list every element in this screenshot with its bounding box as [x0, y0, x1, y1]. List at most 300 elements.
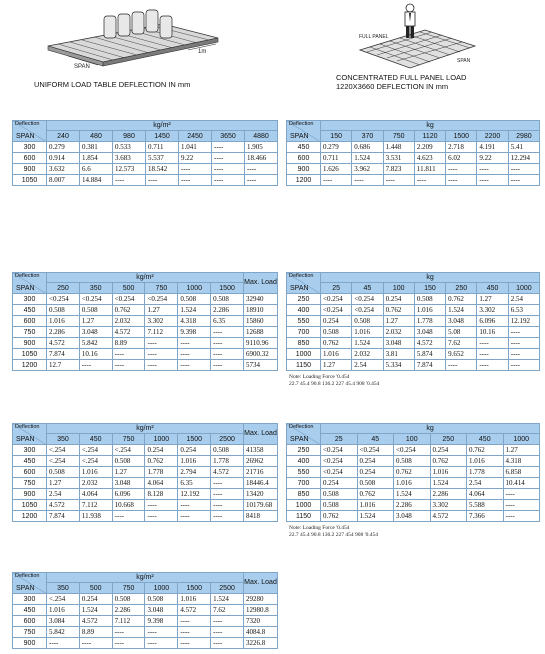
deflection-cell: 1.524: [178, 305, 211, 316]
deflection-cell: 3.048: [383, 338, 414, 349]
deflection-cell: 7.874: [414, 360, 445, 371]
span-cell: 300: [13, 594, 47, 605]
load-column-header: 350: [79, 283, 112, 294]
deflection-cell: ----: [112, 349, 145, 360]
deflection-cell: 2.54: [467, 478, 504, 489]
table-row: [287, 305, 540, 316]
load-column-header: 150: [414, 283, 445, 294]
span-label: SPAN: [290, 285, 309, 292]
load-column-header: 350: [47, 583, 80, 594]
span-cell: 1000: [287, 500, 321, 511]
load-column-header: 250: [430, 434, 467, 445]
deflection-cell: 2.032: [352, 349, 383, 360]
deflection-cell: 6.096: [477, 316, 508, 327]
deflection-cell: 0.686: [352, 142, 383, 153]
deflection-cell: 12.573: [113, 164, 146, 175]
deflection-cell: 0.508: [394, 456, 431, 467]
deflection-cell: 0.254: [357, 456, 394, 467]
span-cell: 1050: [13, 500, 47, 511]
deflection-cell: 1.27: [503, 445, 540, 456]
load-column-header: 100: [394, 434, 431, 445]
deflection-cell: 7.874: [47, 349, 80, 360]
deflection-cell: 5.537: [146, 153, 179, 164]
table-row: [287, 175, 540, 186]
load-header-row: [13, 283, 278, 294]
deflection-cell: ----: [211, 338, 244, 349]
deflection-cell: ----: [212, 175, 245, 186]
deflection-cell: 0.508: [47, 467, 80, 478]
deflection-cell: 0.762: [430, 456, 467, 467]
deflection-cell: ----: [508, 327, 539, 338]
deflection-cell: ----: [113, 175, 146, 186]
deflection-cell: 5.334: [383, 360, 414, 371]
deflection-cell: 0.508: [211, 294, 244, 305]
deflection-cell: 2.54: [47, 489, 80, 500]
table-row: [13, 456, 278, 467]
max-load-cell: 7320: [244, 616, 278, 627]
deflection-cell: 1.016: [430, 467, 467, 478]
span-cell: 900: [13, 338, 47, 349]
load-column-header: 1000: [145, 583, 178, 594]
full-panel-label: FULL PANEL: [359, 34, 389, 40]
span-cell: 450: [13, 305, 47, 316]
deflection-cell: <0.254: [79, 294, 112, 305]
deflection-cell: ----: [145, 638, 178, 649]
max-load-cell: 21716: [244, 467, 278, 478]
deflection-label: Deflection: [15, 424, 40, 430]
deflection-cell: 1.016: [321, 349, 352, 360]
deflection-cell: ----: [178, 627, 211, 638]
deflection-cell: ----: [446, 164, 477, 175]
uniform-load-illustration: [38, 6, 228, 72]
deflection-cell: 6.096: [112, 489, 145, 500]
table-row: [13, 349, 278, 360]
deflection-cell: 4.572: [211, 467, 244, 478]
deflection-cell: 3.302: [430, 500, 467, 511]
deflection-cell: 7.62: [211, 605, 244, 616]
table-row: [13, 316, 278, 327]
span-cell: 750: [13, 327, 47, 338]
table-row: [287, 478, 540, 489]
deflection-cell: 8.89: [112, 338, 145, 349]
deflection-cell: 2.286: [211, 305, 244, 316]
deflection-cell: 3.048: [446, 316, 477, 327]
table-row: [287, 164, 540, 175]
deflection-cell: 1.016: [178, 456, 211, 467]
unit-row: [13, 573, 278, 583]
deflection-cell: 3.302: [477, 305, 508, 316]
table-row: [287, 153, 540, 164]
unit-row: [13, 424, 278, 434]
span-cell: 1200: [287, 175, 321, 186]
deflection-cell: 1.524: [352, 338, 383, 349]
deflection-cell: ----: [211, 327, 244, 338]
deflection-cell: 1.27: [477, 294, 508, 305]
deflection-cell: <.254: [47, 594, 80, 605]
deflection-cell: 6.53: [508, 305, 539, 316]
deflection-cell: 0.762: [112, 305, 145, 316]
load-column-header: 2450: [179, 131, 212, 142]
concentrated-caption-line2: 1220X3660 DEFLECTION IN mm: [336, 82, 449, 91]
span-cell: 250: [287, 445, 321, 456]
max-load-cell: 18446.4: [244, 478, 278, 489]
deflection-cell: 1.27: [79, 316, 112, 327]
unit-label: kg/m²: [47, 573, 244, 583]
table-row: [287, 456, 540, 467]
span-cell: 600: [13, 153, 47, 164]
load-column-header: 1000: [145, 434, 178, 445]
concentrated-span-label: SPAN: [457, 58, 471, 64]
table-row: [13, 616, 278, 627]
deflection-cell: 0.762: [467, 445, 504, 456]
deflection-cell: 4.191: [477, 142, 508, 153]
max-load-cell: 12980.8: [244, 605, 278, 616]
corner-header: [13, 273, 47, 294]
table-row: [13, 638, 278, 649]
deflection-cell: 5.874: [414, 349, 445, 360]
deflection-cell: ----: [477, 360, 508, 371]
deflection-cell: 3.084: [47, 616, 80, 627]
deflection-cell: 0.254: [321, 316, 352, 327]
deflection-cell: 6.35: [211, 316, 244, 327]
load-column-header: 370: [352, 131, 383, 142]
deflection-cell: <0.254: [321, 456, 358, 467]
deflection-cell: 0.254: [178, 445, 211, 456]
deflection-cell: 2.718: [446, 142, 477, 153]
load-header-row: [13, 583, 278, 594]
span-cell: 850: [287, 489, 321, 500]
table-row: [13, 305, 278, 316]
deflection-cell: 9.22: [179, 153, 212, 164]
span-cell: 600: [13, 616, 47, 627]
deflection-cell: 0.508: [112, 594, 145, 605]
deflection-cell: ----: [146, 175, 179, 186]
load-column-header: 1500: [178, 583, 211, 594]
load-column-header: 500: [79, 583, 112, 594]
deflection-cell: <0.254: [321, 305, 352, 316]
load-column-header: 450: [79, 434, 112, 445]
note-line-1: Note: Loading Force '0.454: [289, 374, 350, 380]
deflection-cell: <0.254: [394, 445, 431, 456]
deflection-cell: ----: [212, 164, 245, 175]
table-row: [287, 360, 540, 371]
deflection-cell: ----: [352, 175, 383, 186]
span-cell: 1150: [287, 511, 321, 522]
deflection-cell: <.254: [47, 456, 80, 467]
deflection-cell: ----: [211, 511, 244, 522]
deflection-cell: 4.572: [79, 616, 112, 627]
deflection-cell: ----: [245, 164, 278, 175]
load-column-header: 4880: [245, 131, 278, 142]
table-row: [13, 500, 278, 511]
deflection-cell: 2.54: [508, 294, 539, 305]
table-row: [13, 175, 278, 186]
table-row: [13, 294, 278, 305]
deflection-cell: 2.286: [112, 605, 145, 616]
deflection-cell: 9.398: [178, 327, 211, 338]
deflection-cell: 1.524: [79, 605, 112, 616]
load-header-row: [13, 131, 278, 142]
deflection-cell: ----: [508, 338, 539, 349]
deflection-cell: 5.08: [446, 327, 477, 338]
table-row: [287, 511, 540, 522]
deflection-cell: ----: [211, 500, 244, 511]
deflection-cell: 18.542: [146, 164, 179, 175]
span-cell: 900: [13, 164, 47, 175]
load-header-row: [287, 283, 540, 294]
max-load-cell: 26962: [244, 456, 278, 467]
deflection-label: Deflection: [15, 573, 40, 579]
deflection-cell: <.254: [79, 445, 112, 456]
span-label: SPAN: [16, 436, 35, 443]
deflection-cell: 6.35: [178, 478, 211, 489]
deflection-cell: 8.007: [47, 175, 80, 186]
deflection-cell: ----: [477, 349, 508, 360]
deflection-cell: 6.6: [80, 164, 113, 175]
table-row: [13, 327, 278, 338]
deflection-cell: ----: [145, 349, 178, 360]
deflection-cell: ----: [178, 500, 211, 511]
deflection-cell: 1.854: [80, 153, 113, 164]
deflection-cell: 7.112: [112, 616, 145, 627]
max-load-cell: 29280: [244, 594, 278, 605]
table-uniform-middle-2: [12, 423, 278, 522]
deflection-cell: 9.22: [477, 153, 508, 164]
note-concentrated-middle-1: [289, 374, 379, 388]
deflection-cell: ----: [112, 638, 145, 649]
deflection-cell: 12.294: [508, 153, 539, 164]
deflection-cell: ----: [112, 360, 145, 371]
deflection-cell: ----: [145, 500, 178, 511]
deflection-cell: 1.27: [112, 467, 145, 478]
load-column-header: 350: [47, 434, 80, 445]
uniform-dim-label: 1m: [198, 49, 207, 55]
deflection-cell: 1.016: [47, 316, 80, 327]
deflection-cell: ----: [178, 338, 211, 349]
load-column-header: 1500: [211, 283, 244, 294]
deflection-cell: ----: [414, 175, 445, 186]
deflection-cell: 0.508: [145, 594, 178, 605]
unit-row: [13, 273, 278, 283]
deflection-cell: 3.683: [113, 153, 146, 164]
deflection-cell: 1.778: [467, 467, 504, 478]
deflection-cell: 0.762: [383, 305, 414, 316]
table-row: [287, 338, 540, 349]
table-row: [13, 153, 278, 164]
deflection-cell: 4.572: [112, 327, 145, 338]
load-column-header: 3650: [212, 131, 245, 142]
span-cell: 600: [13, 316, 47, 327]
uniform-span-label: SPAN: [74, 64, 90, 70]
deflection-cell: 0.508: [211, 445, 244, 456]
max-load-cell: 6900.32: [244, 349, 278, 360]
deflection-cell: 4.623: [414, 153, 445, 164]
deflection-cell: 7.112: [79, 500, 112, 511]
span-cell: 900: [287, 164, 321, 175]
note-line-2: 22.7 45.4 90.8 136.2 227 454 908 '0.454: [289, 532, 378, 538]
deflection-cell: ----: [179, 164, 212, 175]
deflection-cell: <0.254: [321, 445, 358, 456]
deflection-cell: 9.652: [446, 349, 477, 360]
table-row: [13, 467, 278, 478]
corner-header: [287, 121, 321, 142]
span-cell: 250: [287, 294, 321, 305]
deflection-cell: 1.778: [211, 456, 244, 467]
concentrated-caption: [336, 73, 466, 91]
deflection-cell: <0.254: [321, 294, 352, 305]
deflection-cell: 0.254: [357, 467, 394, 478]
span-cell: 550: [287, 316, 321, 327]
corner-header: [13, 573, 47, 594]
deflection-cell: 0.508: [321, 500, 358, 511]
deflection-cell: <.254: [47, 445, 80, 456]
span-label: SPAN: [16, 285, 35, 292]
deflection-cell: 0.762: [145, 456, 178, 467]
load-header-row: [287, 131, 540, 142]
deflection-cell: 3.048: [112, 478, 145, 489]
deflection-cell: <.254: [79, 456, 112, 467]
span-cell: 700: [287, 327, 321, 338]
deflection-cell: 1.27: [321, 360, 352, 371]
deflection-cell: 1.905: [245, 142, 278, 153]
deflection-cell: ----: [508, 360, 539, 371]
load-column-header: 480: [80, 131, 113, 142]
load-column-header: 750: [112, 434, 145, 445]
span-cell: 1150: [287, 360, 321, 371]
table-row: [13, 489, 278, 500]
span-cell: 550: [287, 467, 321, 478]
max-load-header: Max. Load: [244, 273, 278, 294]
deflection-cell: ----: [383, 175, 414, 186]
deflection-cell: 1.27: [383, 316, 414, 327]
load-column-header: 750: [112, 583, 145, 594]
deflection-cell: ----: [47, 638, 80, 649]
deflection-cell: ----: [446, 175, 477, 186]
max-load-header: Max. Load: [244, 424, 278, 445]
load-column-header: 1500: [178, 434, 211, 445]
deflection-cell: 0.508: [352, 316, 383, 327]
load-column-header: 240: [47, 131, 80, 142]
unit-label: kg/m²: [47, 121, 278, 131]
load-column-header: 25: [321, 283, 352, 294]
note-concentrated-middle-2: [289, 525, 378, 539]
deflection-cell: 2.54: [352, 360, 383, 371]
span-cell: 450: [287, 142, 321, 153]
load-column-header: 450: [477, 283, 508, 294]
deflection-cell: 0.508: [112, 456, 145, 467]
table-concentrated-middle-2: [286, 423, 540, 522]
load-header-row: [13, 434, 278, 445]
deflection-cell: 1.27: [145, 305, 178, 316]
deflection-cell: 18.466: [245, 153, 278, 164]
span-cell: 850: [287, 338, 321, 349]
deflection-cell: 1.448: [383, 142, 414, 153]
table-row: [287, 349, 540, 360]
max-load-cell: 15860: [244, 316, 278, 327]
corner-header: [13, 121, 47, 142]
deflection-cell: 0.762: [446, 294, 477, 305]
deflection-cell: 0.508: [79, 305, 112, 316]
span-cell: 1050: [13, 175, 47, 186]
deflection-cell: ----: [79, 638, 112, 649]
deflection-cell: 7.874: [47, 511, 80, 522]
deflection-cell: ----: [145, 360, 178, 371]
table-row: [13, 164, 278, 175]
deflection-cell: 0.254: [79, 594, 112, 605]
load-column-header: 2500: [211, 583, 244, 594]
table-row: [13, 142, 278, 153]
deflection-cell: 10.16: [477, 327, 508, 338]
table-uniform-bottom: [12, 572, 278, 649]
span-label: SPAN: [290, 436, 309, 443]
unit-row: [287, 121, 540, 131]
load-column-header: 750: [383, 131, 414, 142]
deflection-cell: <0.254: [352, 294, 383, 305]
load-column-header: 2200: [477, 131, 508, 142]
deflection-cell: 7.62: [446, 338, 477, 349]
unit-label: kg: [321, 273, 540, 283]
span-cell: 600: [13, 467, 47, 478]
deflection-cell: 4.572: [178, 605, 211, 616]
deflection-cell: 0.254: [145, 445, 178, 456]
span-cell: 450: [13, 605, 47, 616]
deflection-cell: 3.81: [383, 349, 414, 360]
span-label: SPAN: [16, 585, 35, 592]
deflection-cell: ----: [211, 627, 244, 638]
deflection-cell: 0.508: [47, 305, 80, 316]
load-column-header: 250: [47, 283, 80, 294]
deflection-cell: 10.16: [79, 349, 112, 360]
deflection-cell: 11.938: [79, 511, 112, 522]
table-row: [287, 316, 540, 327]
deflection-cell: 5.41: [508, 142, 539, 153]
deflection-cell: ----: [477, 175, 508, 186]
deflection-cell: 0.508: [321, 327, 352, 338]
deflection-cell: ----: [79, 360, 112, 371]
deflection-cell: ----: [211, 360, 244, 371]
span-cell: 400: [287, 305, 321, 316]
deflection-cell: 4.064: [467, 489, 504, 500]
deflection-cell: 1.016: [47, 605, 80, 616]
table-row: [287, 445, 540, 456]
deflection-cell: 7.823: [383, 164, 414, 175]
span-cell: 1200: [13, 360, 47, 371]
deflection-cell: 7.112: [145, 327, 178, 338]
deflection-cell: 0.711: [146, 142, 179, 153]
deflection-cell: ----: [178, 638, 211, 649]
span-cell: 1000: [287, 349, 321, 360]
unit-row: [287, 424, 540, 434]
max-load-cell: 9110.96: [244, 338, 278, 349]
max-load-header: Max. Load: [244, 573, 278, 594]
deflection-cell: 0.711: [321, 153, 352, 164]
corner-header: [287, 273, 321, 294]
table-row: [287, 294, 540, 305]
deflection-cell: 4.064: [79, 489, 112, 500]
span-cell: 300: [13, 445, 47, 456]
deflection-cell: 0.508: [178, 294, 211, 305]
load-column-header: 1000: [503, 434, 540, 445]
deflection-cell: 0.254: [383, 294, 414, 305]
deflection-label: Deflection: [15, 121, 40, 127]
deflection-cell: ----: [503, 511, 540, 522]
deflection-cell: 10.668: [112, 500, 145, 511]
load-column-header: 45: [357, 434, 394, 445]
load-column-header: 450: [467, 434, 504, 445]
deflection-cell: 1.524: [430, 478, 467, 489]
span-cell: 1200: [13, 511, 47, 522]
load-column-header: 2980: [508, 131, 539, 142]
